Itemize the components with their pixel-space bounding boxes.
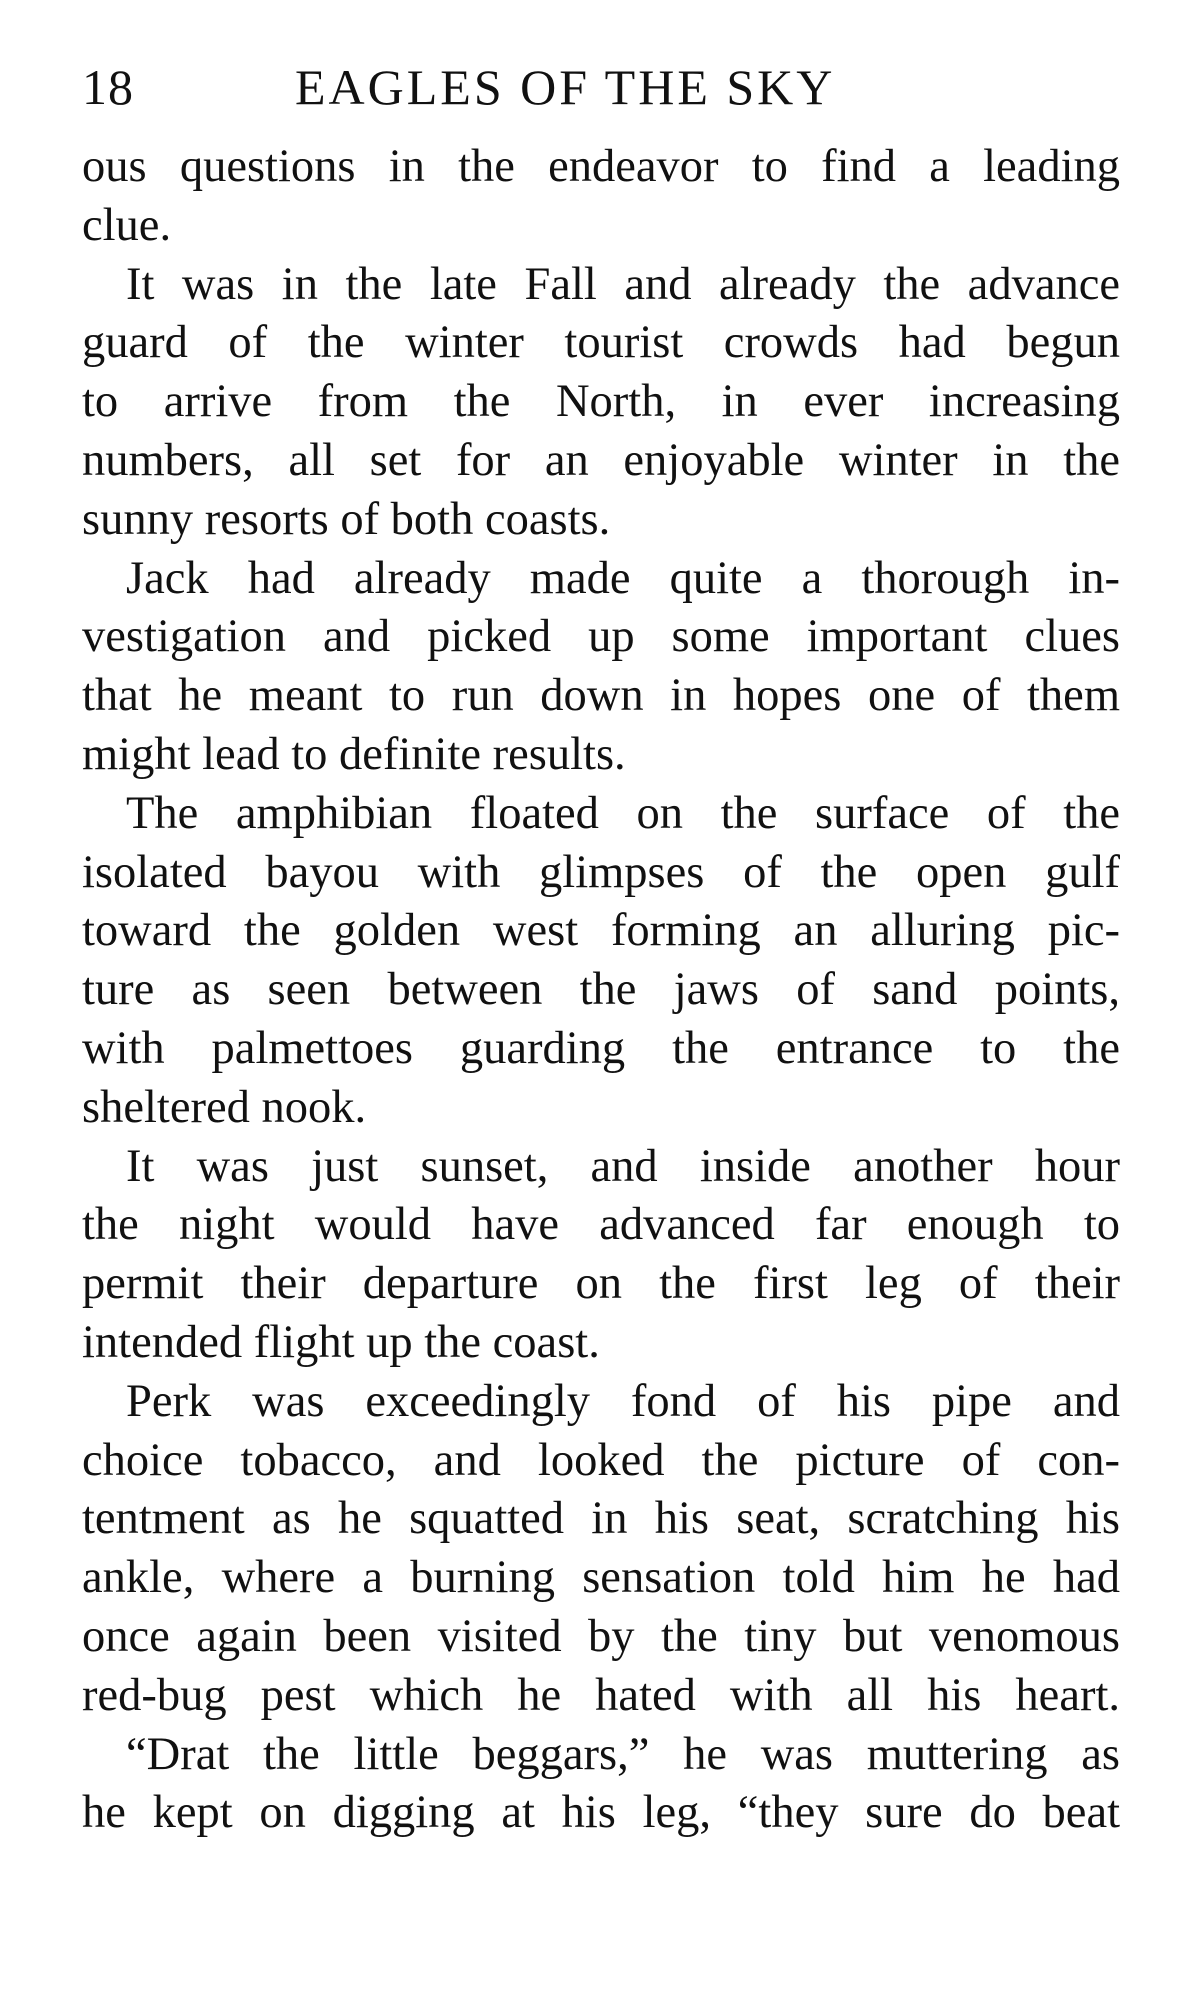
- text-line: toward the golden west forming an alluring pic-: [82, 905, 1120, 957]
- text-line: ous questions in the endeavor to find a leading: [82, 141, 1120, 192]
- page-number: 18: [82, 59, 134, 115]
- text-line: Jack had already made quite a thorough in-: [126, 552, 1120, 604]
- text-line: sunny resorts of both coasts.: [82, 493, 611, 545]
- text-line: isolated bayou with glimpses of the open gulf: [82, 846, 1120, 898]
- text-line: to arrive from the North, in ever increasing: [82, 376, 1120, 428]
- text-line: vestigation and picked up some important clues: [82, 611, 1120, 663]
- text-line: once again been visited by the tiny but venomous: [82, 1610, 1120, 1662]
- text-line: guard of the winter tourist crowds had begun: [82, 317, 1120, 369]
- text-line: he kept on digging at his leg, “they sure do beat: [82, 1787, 1120, 1839]
- text-line: sheltered nook.: [82, 1081, 367, 1133]
- running-title: EAGLES OF THE SKY: [295, 59, 836, 115]
- text-line: choice tobacco, and looked the picture of con-: [82, 1434, 1120, 1486]
- text-line: ankle, where a burning sensation told him he had: [82, 1552, 1120, 1604]
- text-line: ture as seen between the jaws of sand points,: [82, 964, 1120, 1016]
- text-line: the night would have advanced far enough to: [82, 1199, 1120, 1251]
- text-line: permit their departure on the first leg of their: [82, 1258, 1120, 1310]
- text-line: that he meant to run down in hopes one of them: [82, 670, 1120, 722]
- text-line: might lead to definite results.: [82, 728, 626, 780]
- text-line: It was just sunset, and inside another hour: [126, 1140, 1120, 1192]
- text-line: Perk was exceedingly fond of his pipe and: [126, 1375, 1120, 1427]
- text-line: “Drat the little beggars,” he was muttering as: [126, 1728, 1120, 1780]
- text-line: The amphibian floated on the surface of the: [126, 787, 1120, 839]
- text-line: with palmettoes guarding the entrance to the: [82, 1022, 1120, 1074]
- text-line: It was in the late Fall and already the advance: [126, 258, 1120, 310]
- text-line: numbers, all set for an enjoyable winter in the: [82, 434, 1120, 486]
- text-line: red-bug pest which he hated with all his heart.: [82, 1669, 1120, 1721]
- text-line: tentment as he squatted in his seat, scratching his: [82, 1493, 1120, 1545]
- page-header: [82, 52, 1132, 122]
- body-text: [82, 138, 1120, 1843]
- text-line: intended flight up the coast.: [82, 1316, 600, 1368]
- text-line: clue.: [82, 199, 172, 251]
